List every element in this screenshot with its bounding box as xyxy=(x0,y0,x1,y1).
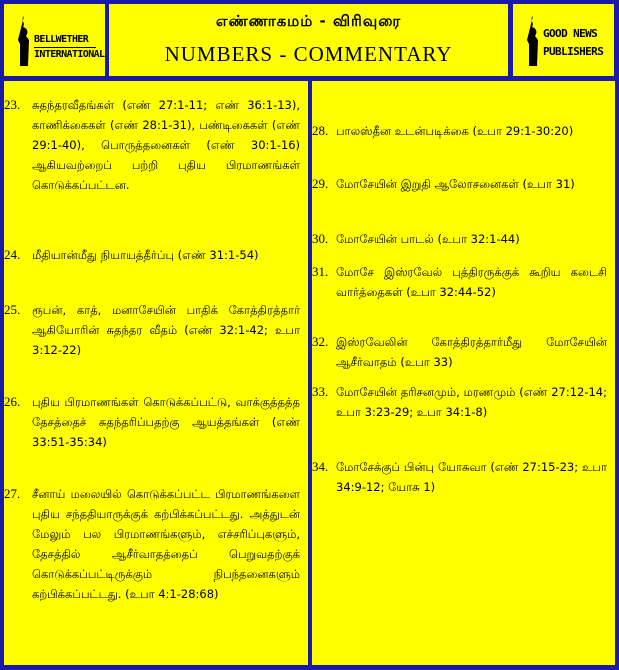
logo-right-line2: PUBLISHERS xyxy=(543,45,604,58)
outline-text: ரூபன், காத், மனாசேயின் பாதிக் கோத்திரத்தார் ஆகியோரின் சுதந்தர வீதம் (எண் 32:1-42; உபா 3:12-22) xyxy=(32,303,300,357)
outline-item xyxy=(4,484,300,659)
outline-item xyxy=(312,229,607,262)
outline-column-right xyxy=(312,81,615,665)
outline-text: சுதந்தரவீதங்கள் (எண் 27:1-11; எண் 36:1-13), காணிக்கைகள் (எண் 28:1-31), பண்டிகைகள் (எண் 29:1-40), பொருத்தனைகள் (எண் 30:1-16) ஆகியவற்றைப் பற்றி புதிய பிரமாணங்கள் கொடுக்கப்பட்டன. xyxy=(32,98,300,192)
outline-number: 28. xyxy=(312,123,329,138)
good-news-mark-icon xyxy=(523,14,543,68)
logo-left-line1: BELLWETHER xyxy=(34,34,89,45)
outline-number: 34. xyxy=(312,459,329,474)
outline-text: மோசேயின் பாடல் (உபா 32:1-44) xyxy=(336,232,520,246)
outline-number: 24. xyxy=(4,247,21,262)
logo-right-line1: GOOD NEWS xyxy=(543,27,598,40)
outline-number: 32. xyxy=(312,334,329,349)
outline-item xyxy=(312,332,607,382)
outline-item xyxy=(312,174,607,229)
good-news-logo xyxy=(513,4,614,76)
outline-number: 27. xyxy=(4,486,21,501)
outline-number: 29. xyxy=(312,176,329,191)
outline-text: மீதியான்மீது நியாயத்தீர்ப்பு (எண் 31:1-54) xyxy=(32,248,259,262)
outline-text: இஸ்ரவேலின் கோத்திரத்தார்மீது மோசேயின் ஆசீர்வாதம் (உபா 33) xyxy=(336,335,607,369)
outline-item xyxy=(312,121,607,174)
outline-text: மோசேக்குப் பின்பு யோசுவா (எண் 27:15-23; உபா 34:9-12; யோசு 1) xyxy=(336,460,607,494)
outline-item xyxy=(312,262,607,332)
outline-number: 33. xyxy=(312,384,329,399)
outline-text: சீனாய் மலையில் கொடுக்கப்பட்ட பிரமாணங்களை புதிய சந்ததியாருக்குக் கற்பிக்கப்பட்டது. அத்துடன் மேலும் பல பிரமாணங்களும், எச்சரிப்புகளும், தேசத்தில் ஆசீர்வாதத்தைப் பெறுவதற்குக் கொடுக்கப்பட்டிருக்கும் நிபந்தனைகளும் கற்பிக்கப்பட்டது. (உபா 4:1-28:68) xyxy=(32,487,300,601)
bellwether-logo xyxy=(4,4,105,76)
outline-number: 26. xyxy=(4,394,21,409)
outline-number: 25. xyxy=(4,302,21,317)
outline-item xyxy=(4,392,300,484)
outline-item xyxy=(312,382,607,457)
outline-number: 23. xyxy=(4,97,21,112)
title-english: NUMBERS - COMMENTARY xyxy=(164,42,453,66)
bellwether-ram-icon xyxy=(14,14,34,68)
outline-text: புதிய பிரமாணங்கள் கொடுக்கப்பட்டு, வாக்குத்தத்த தேசத்தைச் சுதந்தரிப்பதற்கு ஆயத்தங்கள் (எண் 33:51-35:34) xyxy=(32,395,300,449)
outline-text: பாலஸ்தீன உடன்படிக்கை (உபா 29:1-30:20) xyxy=(336,124,574,138)
outline-item xyxy=(4,300,300,392)
outline-number: 30. xyxy=(312,231,329,246)
logo-left-line2: INTERNATIONAL xyxy=(34,49,105,60)
outline-number: 31. xyxy=(312,264,329,279)
outline-text: மோசேயின் இறுதி ஆலோசனைகள் (உபா 31) xyxy=(336,177,575,191)
outline-item xyxy=(4,95,300,245)
outline-item xyxy=(4,245,300,300)
outline-text: மோசே இஸ்ரவேல் புத்திரருக்குக் கூறிய கடைசி வார்த்தைகள் (உபா 32:44-52) xyxy=(336,265,607,299)
title-box xyxy=(109,4,508,76)
outline-text: மோசேயின் தரிசனமும், மரணமும் (எண் 27:12-14; உபா 3:23-29; உபா 34:1-8) xyxy=(336,385,607,419)
outline-item xyxy=(312,457,607,517)
outline-column-left xyxy=(4,81,308,665)
title-tamil: எண்ணாகமம் - விரிவுரை xyxy=(215,12,402,30)
